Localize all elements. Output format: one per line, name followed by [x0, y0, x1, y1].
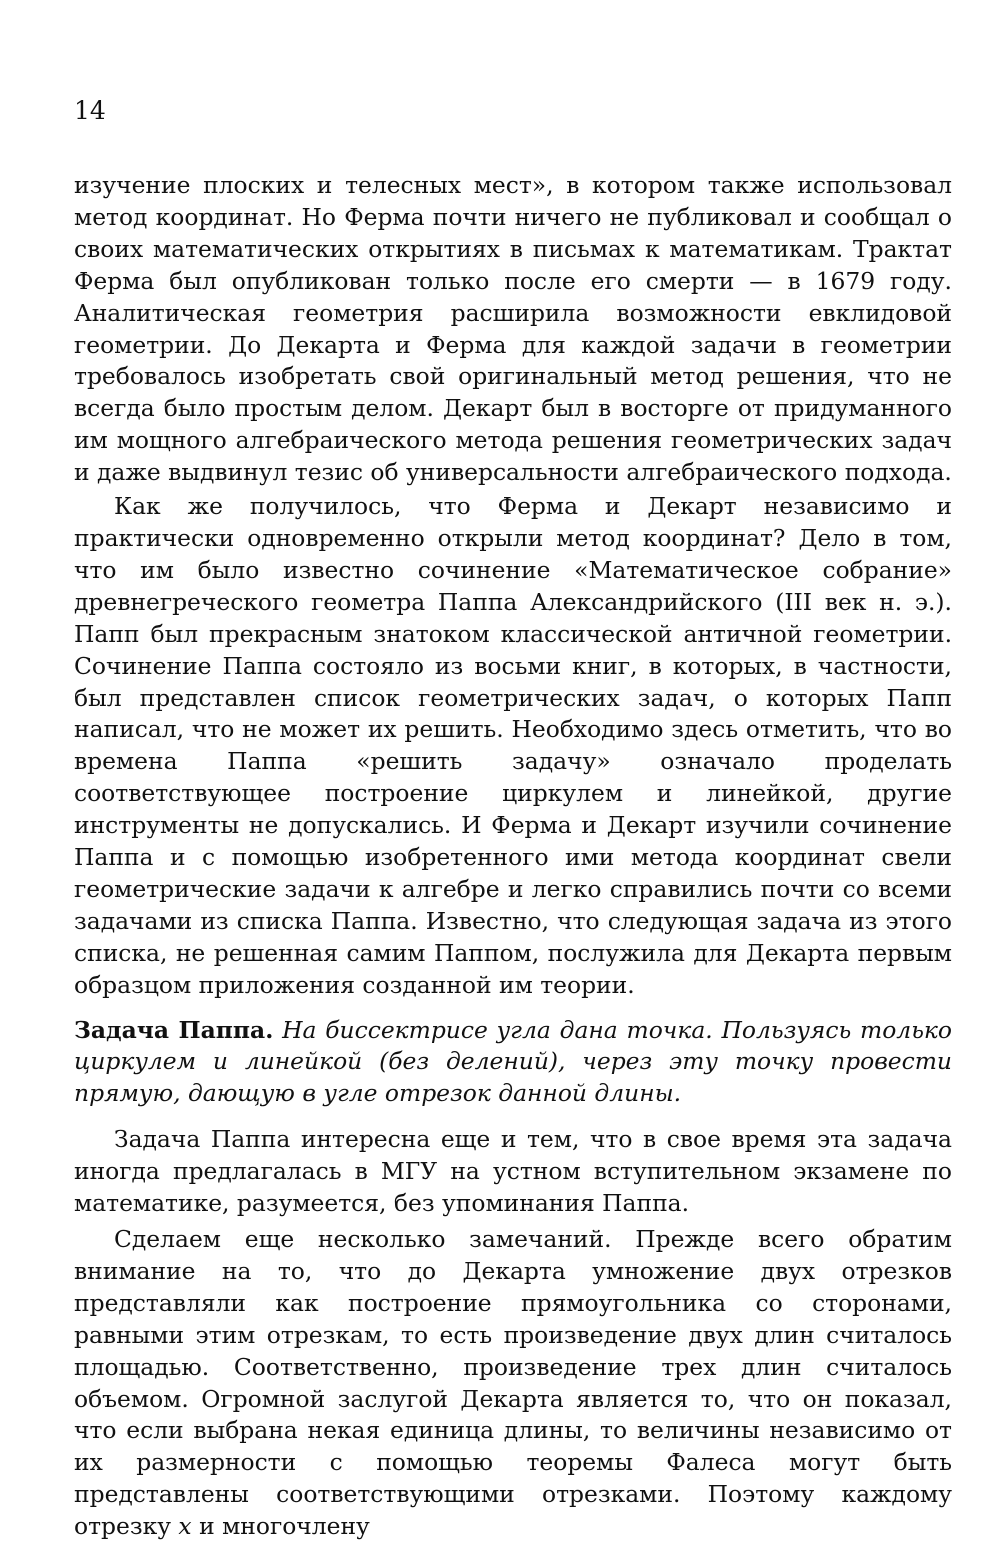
remarks-text: Сделаем еще несколько замечаний. Прежде всего обратим внимание на то, что до Декарта умножение двух отрезков представляли как построение прямоугольника со сторонами, равными этим отрезкам, то есть произведение двух длин считалось площадью. Соответственно, произведение трех длин считалось объемом. Огромной заслугой Декарта является то, что он показал, что если выбрана некая единица длины, то величины независимо от их размерности с помощью теоремы Фалеса могут быть представлены соответствующими отрезками. Поэтому каждому отрезку — [74, 1225, 952, 1541]
variable-x: x — [178, 1512, 192, 1541]
pappus-problem — [74, 1015, 952, 1111]
paragraph-fermat: изучение плоских и телесных мест», в котором также использовал метод координат. Но Ферма почти ничего не публиковал и сообщал о своих математических открытиях в письмах к математикам. Трактат Ферма был опубликован только после его смерти — в 1679 году. Аналитическая геометрия расширила возможности евклидовой геометрии. До Декарта и Ферма для каждой задачи в геометрии требовалось изобретать свой оригинальный метод решения, что не всегда было простым делом. Декарт был в восторге от придуманного им мощного алгебраического метода решения геометрических задач и даже выдвинул тезис об универсальности алгебраического подхода. — [74, 171, 952, 487]
paragraph-descartes-remarks — [74, 1224, 952, 1543]
paragraph-msu-exam: Задача Паппа интересна еще и тем, что в свое время эта задача иногда предлагалась в МГУ на устном вступительном экзамене по математике, разумеется, без упоминания Паппа. — [74, 1125, 952, 1218]
remarks-text-end: и многочлену — [199, 1512, 370, 1541]
page-body — [74, 170, 952, 1543]
paragraph-pappus-history: Как же получилось, что Ферма и Декарт независимо и практически одновременно открыли метод координат? Дело в том, что им было известно сочинение «Математическое собрание» древнегреческого геометра Паппа Александрийского (III век н. э.). Папп был прекрасным знатоком классической античной геометрии. Сочинение Паппа состояло из восьми книг, в которых, в частности, был представлен список геометрических задач, о которых Папп написал, что не может их решить. Необходимо здесь отметить, что во времена Паппа «решить задачу» означало проделать соответствующее построение циркулем и линейкой, другие инструменты не допускались. И Ферма и Декарт изучили сочинение Паппа и с помощью изобретенного ими метода координат свели геометрические задачи к алгебре и легко справились почти со всеми задачами из списка Паппа. Известно, что следующая задача из этого списка, не решенная самим Паппом, послужила для Декарта первым образцом приложения созданной им теории. — [74, 492, 952, 999]
problem-title: Задача Паппа. — [74, 1015, 274, 1044]
problem-statement: На биссектрисе угла дана точка. Пользуясь только циркулем и линейкой (без делений), через эту точку провести прямую, дающую в угле отрезок данной длины. — [74, 1015, 952, 1108]
page-number: 14 — [74, 96, 106, 125]
